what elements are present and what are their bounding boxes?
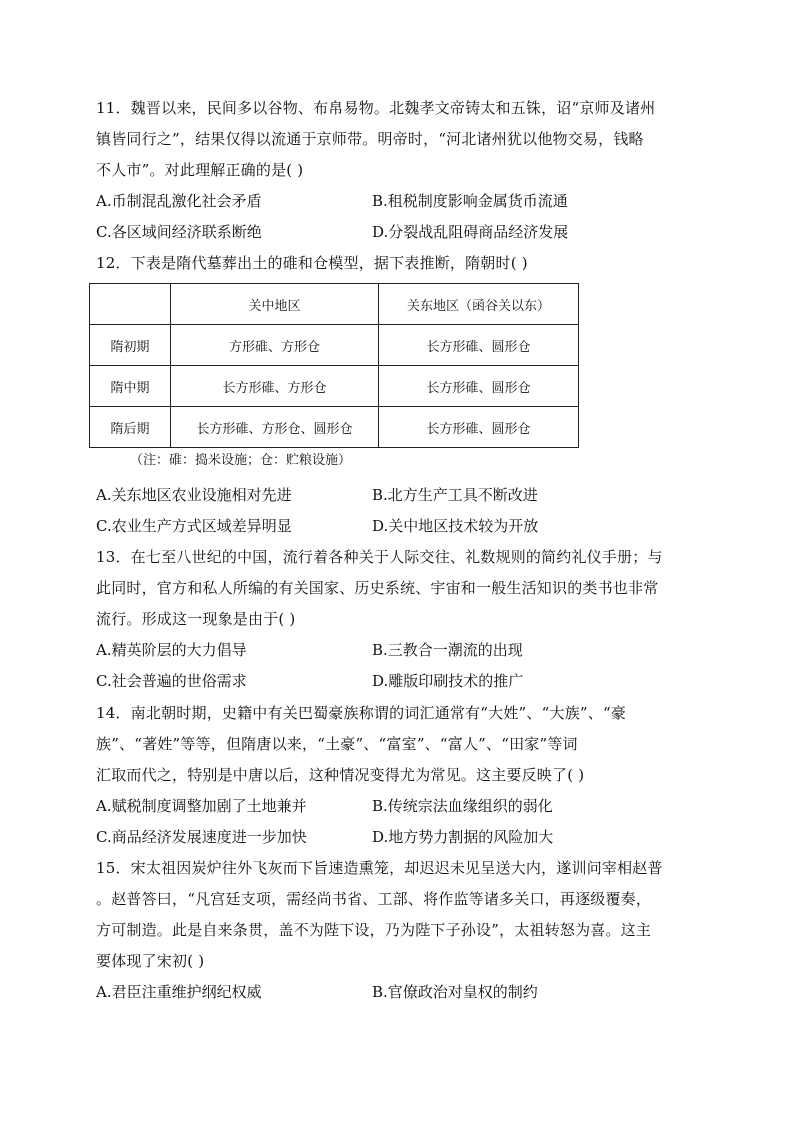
q11-stem-line-3: 不人市”。对此理解正确的是( ) <box>96 161 304 179</box>
q15-stem-line-4: 要体现了宋初( ) <box>96 952 205 970</box>
q11-option-b[interactable]: B.租税制度影响金属货币流通 <box>372 192 568 210</box>
q11-stem-line-2: 镇皆同行之”，结果仅得以流通于京师带。明帝时，“河北诸州犹以他物交易，钱略 <box>96 130 644 148</box>
q13-stem-line-3: 流行。形成这一现象是由于( ) <box>96 610 296 628</box>
table-header-cell <box>90 284 171 325</box>
table-cell: 隋中期 <box>90 366 171 407</box>
q14-stem-line-2: 族”、“著姓”等等，但隋唐以来，“土豪”、“富室”、“富人”、“田家”等词 <box>96 735 578 753</box>
table-cell: 长方形碓、圆形仓 <box>379 366 579 407</box>
table-cell: 长方形碓、圆形仓 <box>379 407 579 448</box>
table-row <box>90 366 579 407</box>
q14-option-a[interactable]: A.赋税制度调整加剧了土地兼并 <box>96 797 307 815</box>
q13-option-c[interactable]: C.社会普遍的世俗需求 <box>96 672 247 690</box>
table-header-row <box>90 284 579 325</box>
q14-stem-line-3: 汇取而代之，特别是中唐以后，这种情况变得尤为常见。这主要反映了( ) <box>96 766 585 784</box>
q13-stem-line-1: 13．在七至八世纪的中国，流行着各种关于人际交往、礼数规则的简约礼仪手册；与 <box>96 548 663 566</box>
q13-stem-line-2: 此同时，官方和私人所编的有关国家、历史系统、宇宙和一般生活知识的类书也非常 <box>96 579 659 597</box>
q15-stem-line-2: 。赵普答曰，“凡宫廷支项，需经尚书省、工部、将作监等诸多关口，再逐级覆奏， <box>96 890 652 908</box>
table-header-cell: 关中地区 <box>171 284 379 325</box>
q12-data-table <box>89 283 579 448</box>
table-cell: 方形碓、方形仓 <box>171 325 379 366</box>
q15-stem-line-3: 方可制造。此是自来条贯，盖不为陛下设，乃为陛下子孙设”，太祖转怒为喜。这主 <box>96 921 652 939</box>
table-row <box>90 325 579 366</box>
table-cell: 隋初期 <box>90 325 171 366</box>
table-header-cell: 关东地区（函谷关以东） <box>379 284 579 325</box>
table-cell: 隋后期 <box>90 407 171 448</box>
table-cell: 长方形碓、方形仓 <box>171 366 379 407</box>
q12-option-a[interactable]: A.关东地区农业设施相对先进 <box>96 486 292 504</box>
q13-option-a[interactable]: A.精英阶层的大力倡导 <box>96 641 247 659</box>
q14-stem-line-1: 14．南北朝时期，史籍中有关巴蜀豪族称谓的词汇通常有“大姓”、“大族”、“豪 <box>96 704 627 722</box>
q14-option-b[interactable]: B.传统宗法血缘组织的弱化 <box>372 797 553 815</box>
q14-option-d[interactable]: D.地方势力割据的风险加大 <box>372 828 554 846</box>
q11-option-c[interactable]: C.各区域间经济联系断绝 <box>96 223 262 241</box>
table-cell: 长方形碓、方形仓、圆形仓 <box>171 407 379 448</box>
q11-option-d[interactable]: D.分裂战乱阻碍商品经济发展 <box>372 223 569 241</box>
q13-option-b[interactable]: B.三教合一潮流的出现 <box>372 641 523 659</box>
q13-option-d[interactable]: D.雕版印刷技术的推广 <box>372 672 524 690</box>
q12-option-b[interactable]: B.北方生产工具不断改进 <box>372 486 538 504</box>
q12-option-d[interactable]: D.关中地区技术较为开放 <box>372 517 539 535</box>
q15-stem-line-1: 15．宋太祖因炭炉往外飞灰而下旨速造熏笼，却迟迟未见呈送大内，遂训问宰相赵普 <box>96 859 663 877</box>
q11-stem-line-1: 11．魏晋以来，民间多以谷物、布帛易物。北魏孝文帝铸太和五铢，诏“京师及诸州 <box>96 99 656 117</box>
q11-option-a[interactable]: A.币制混乱激化社会矛盾 <box>96 192 262 210</box>
table-row <box>90 407 579 448</box>
q15-option-a[interactable]: A.君臣注重维护纲纪权威 <box>96 983 262 1001</box>
q12-option-c[interactable]: C.农业生产方式区域差异明显 <box>96 517 292 535</box>
q12-table-note: （注：碓：捣米设施；仓：贮粮设施） <box>130 453 352 468</box>
q12-stem: 12．下表是隋代墓葬出土的碓和仓模型，据下表推断，隋朝时( ) <box>96 254 528 272</box>
table-cell: 长方形碓、圆形仓 <box>379 325 579 366</box>
q15-option-b[interactable]: B.官僚政治对皇权的制约 <box>372 983 538 1001</box>
q14-option-c[interactable]: C.商品经济发展速度进一步加快 <box>96 828 307 846</box>
